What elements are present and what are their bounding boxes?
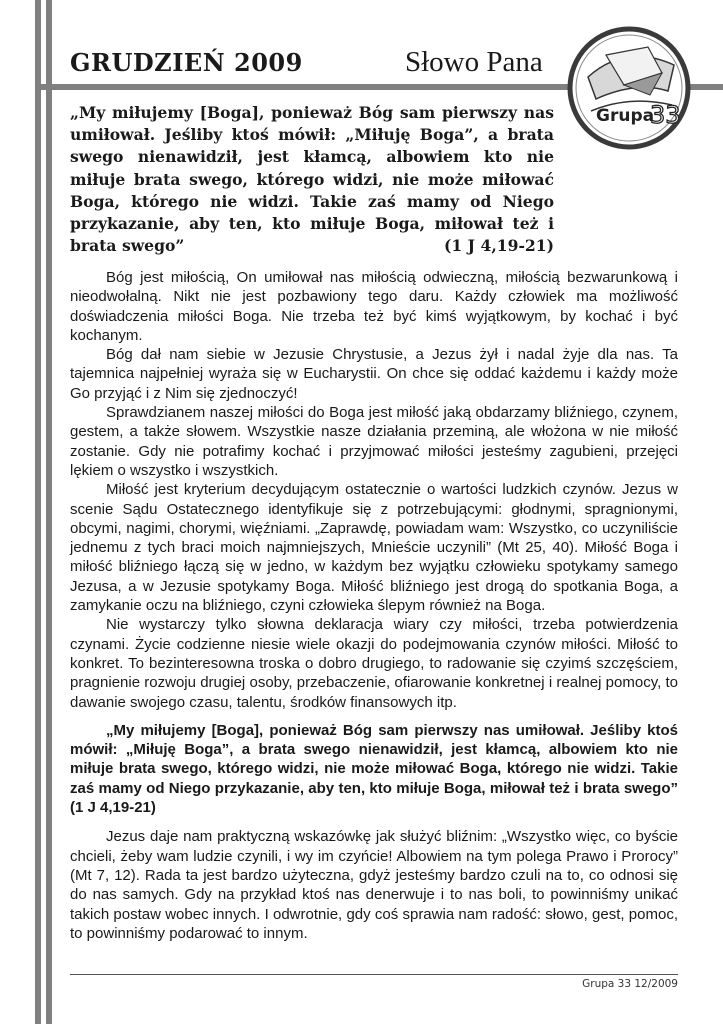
page-footer: Grupa 33 12/2009 [582, 978, 678, 990]
scripture-quote-repeat: „My miłujemy [Boga], ponieważ Bóg sam pierwszy nas umiłował. Jeśliby ktoś mówił: „Miłuję Boga”, a brata swego nienawidził, jest kłamcą, albowiem kto nie miłuje brata swego, którego widzi, nie może miłować Boga, którego nie widzi. Takie zaś mamy od Niego przykazanie, aby ten, kto miłuje Boga, miłował też i brata swego” (1 J 4,19-21) [70, 721, 678, 817]
paragraph: Miłość jest kryterium decydującym ostatecznie o wartości ludzkich czynów. Jezus w scenie Sądu Ostatecznego identyfikuje się z potrzebującymi: głodnymi, spragnionymi, obcymi, nagimi, chorymi, więźniami. „Zaprawdę, powiadam wam: Wszystko, co uczyniliście jednemu z tych braci moich najmniejszych, Mnieście uczynili” (Mt 25, 40). Miłość Boga i miłość bliźniego łączą się w jedno, w każdym bez wyjątku człowieku spotykamy samego Jezusa, a w Jezusie spotykamy Boga. Miłość bliźniego jest drogą do spotkania Boga, a zamykanie oczu na bliźniego, czyni człowieka ślepym również na Boga. [70, 481, 678, 615]
scripture-quote-text: „My miłujemy [Boga], ponieważ Bóg sam pierwszy nas umiłował. Jeśliby ktoś mówił: „Miłuję Boga”, a brata swego nienawidził, jest kłamcą, albowiem kto nie miłuje brata swego, którego widzi, nie może miłować Boga, którego nie widzi. Takie zaś mamy od Niego przykazanie, aby ten, kto miłuje Boga, miłował też i brata swego” [70, 103, 554, 256]
scripture-quote [70, 102, 554, 257]
paragraph: Nie wystarczy tylko słowna deklaracja wiary czy miłości, trzeba potwierdzenia czynami. Życie codzienne niesie wiele okazji do podejmowania czynów miłości. Miłość to konkret. To bezinteresowna troska o dobro drugiego, to radowanie się czyimś szczęściem, pragnienie rozwoju drugiej osoby, przebaczenie, ofiarowanie konkretnej i realnej pomocy, to dawanie swojego czasu, talentu, środków finansowych itp. [70, 616, 678, 711]
page-section-title: Słowo Pana [405, 46, 543, 78]
paragraph: Sprawdzianem naszej miłości do Boga jest miłość jaką obdarzamy bliźniego, czynem, gestem, a także słowem. Wszystkie nasze działania przeminą, ale włożona w nie miłość zostanie. Gdy nie potrafimy kochać i przyjmować miłości jesteśmy zagubieni, przejęci lękiem o wszystko i wszystkich. [70, 404, 678, 479]
paragraph: Jezus daje nam praktyczną wskazówkę jak służyć bliźnim: „Wszystko więc, co byście chcieli, żeby wam ludzie czynili, i wy im czyńcie! Albowiem na tym polega Prawo i Prorocy” (Mt 7, 12). Rada ta jest bardzo użyteczna, gdyż jesteśmy bardzo czuli na to, co odnosi się do nas samych. Gdy na przykład ktoś nas denerwuje i to nas boli, to powinniśmy unikać takich postaw wobec innych. I odwrotnie, gdy coś sprawia nam radość: słowo, gest, pomoc, to powinniśmy podarować to innym. [70, 828, 678, 942]
article-body [70, 268, 678, 943]
left-border-bar [35, 0, 41, 1024]
paragraph: Bóg dał nam siebie w Jezusie Chrystusie, a Jezus żył i nadal żyje dla nas. Ta tajemnica najpełniej wyraża się w Eucharystii. On chce się oddać każdemu i każdy może Go przyjąć i z Nim się zjednoczyć! [70, 346, 678, 402]
logo-number: 33 [650, 101, 681, 129]
left-border-bar-inner [46, 0, 52, 1024]
grupa-33-logo [566, 25, 692, 151]
paragraph: Bóg jest miłością, On umiłował nas miłością odwieczną, miłością bezwarunkową i nieodwołalną. Nikt nie jest pozbawiony tego daru. Każdy człowiek ma możliwość doświadczenia miłości Boga. Nie trzeba też być kimś wyjątkowym, by kochać i być kochanym. [70, 269, 678, 344]
logo-text: Grupa [596, 106, 655, 126]
shield-arrows-logo-icon [566, 25, 692, 151]
footer-rule [70, 974, 678, 975]
scripture-reference: (1 J 4,19-21) [444, 236, 554, 256]
page-date-title: GRUDZIEŃ 2009 [70, 48, 303, 77]
